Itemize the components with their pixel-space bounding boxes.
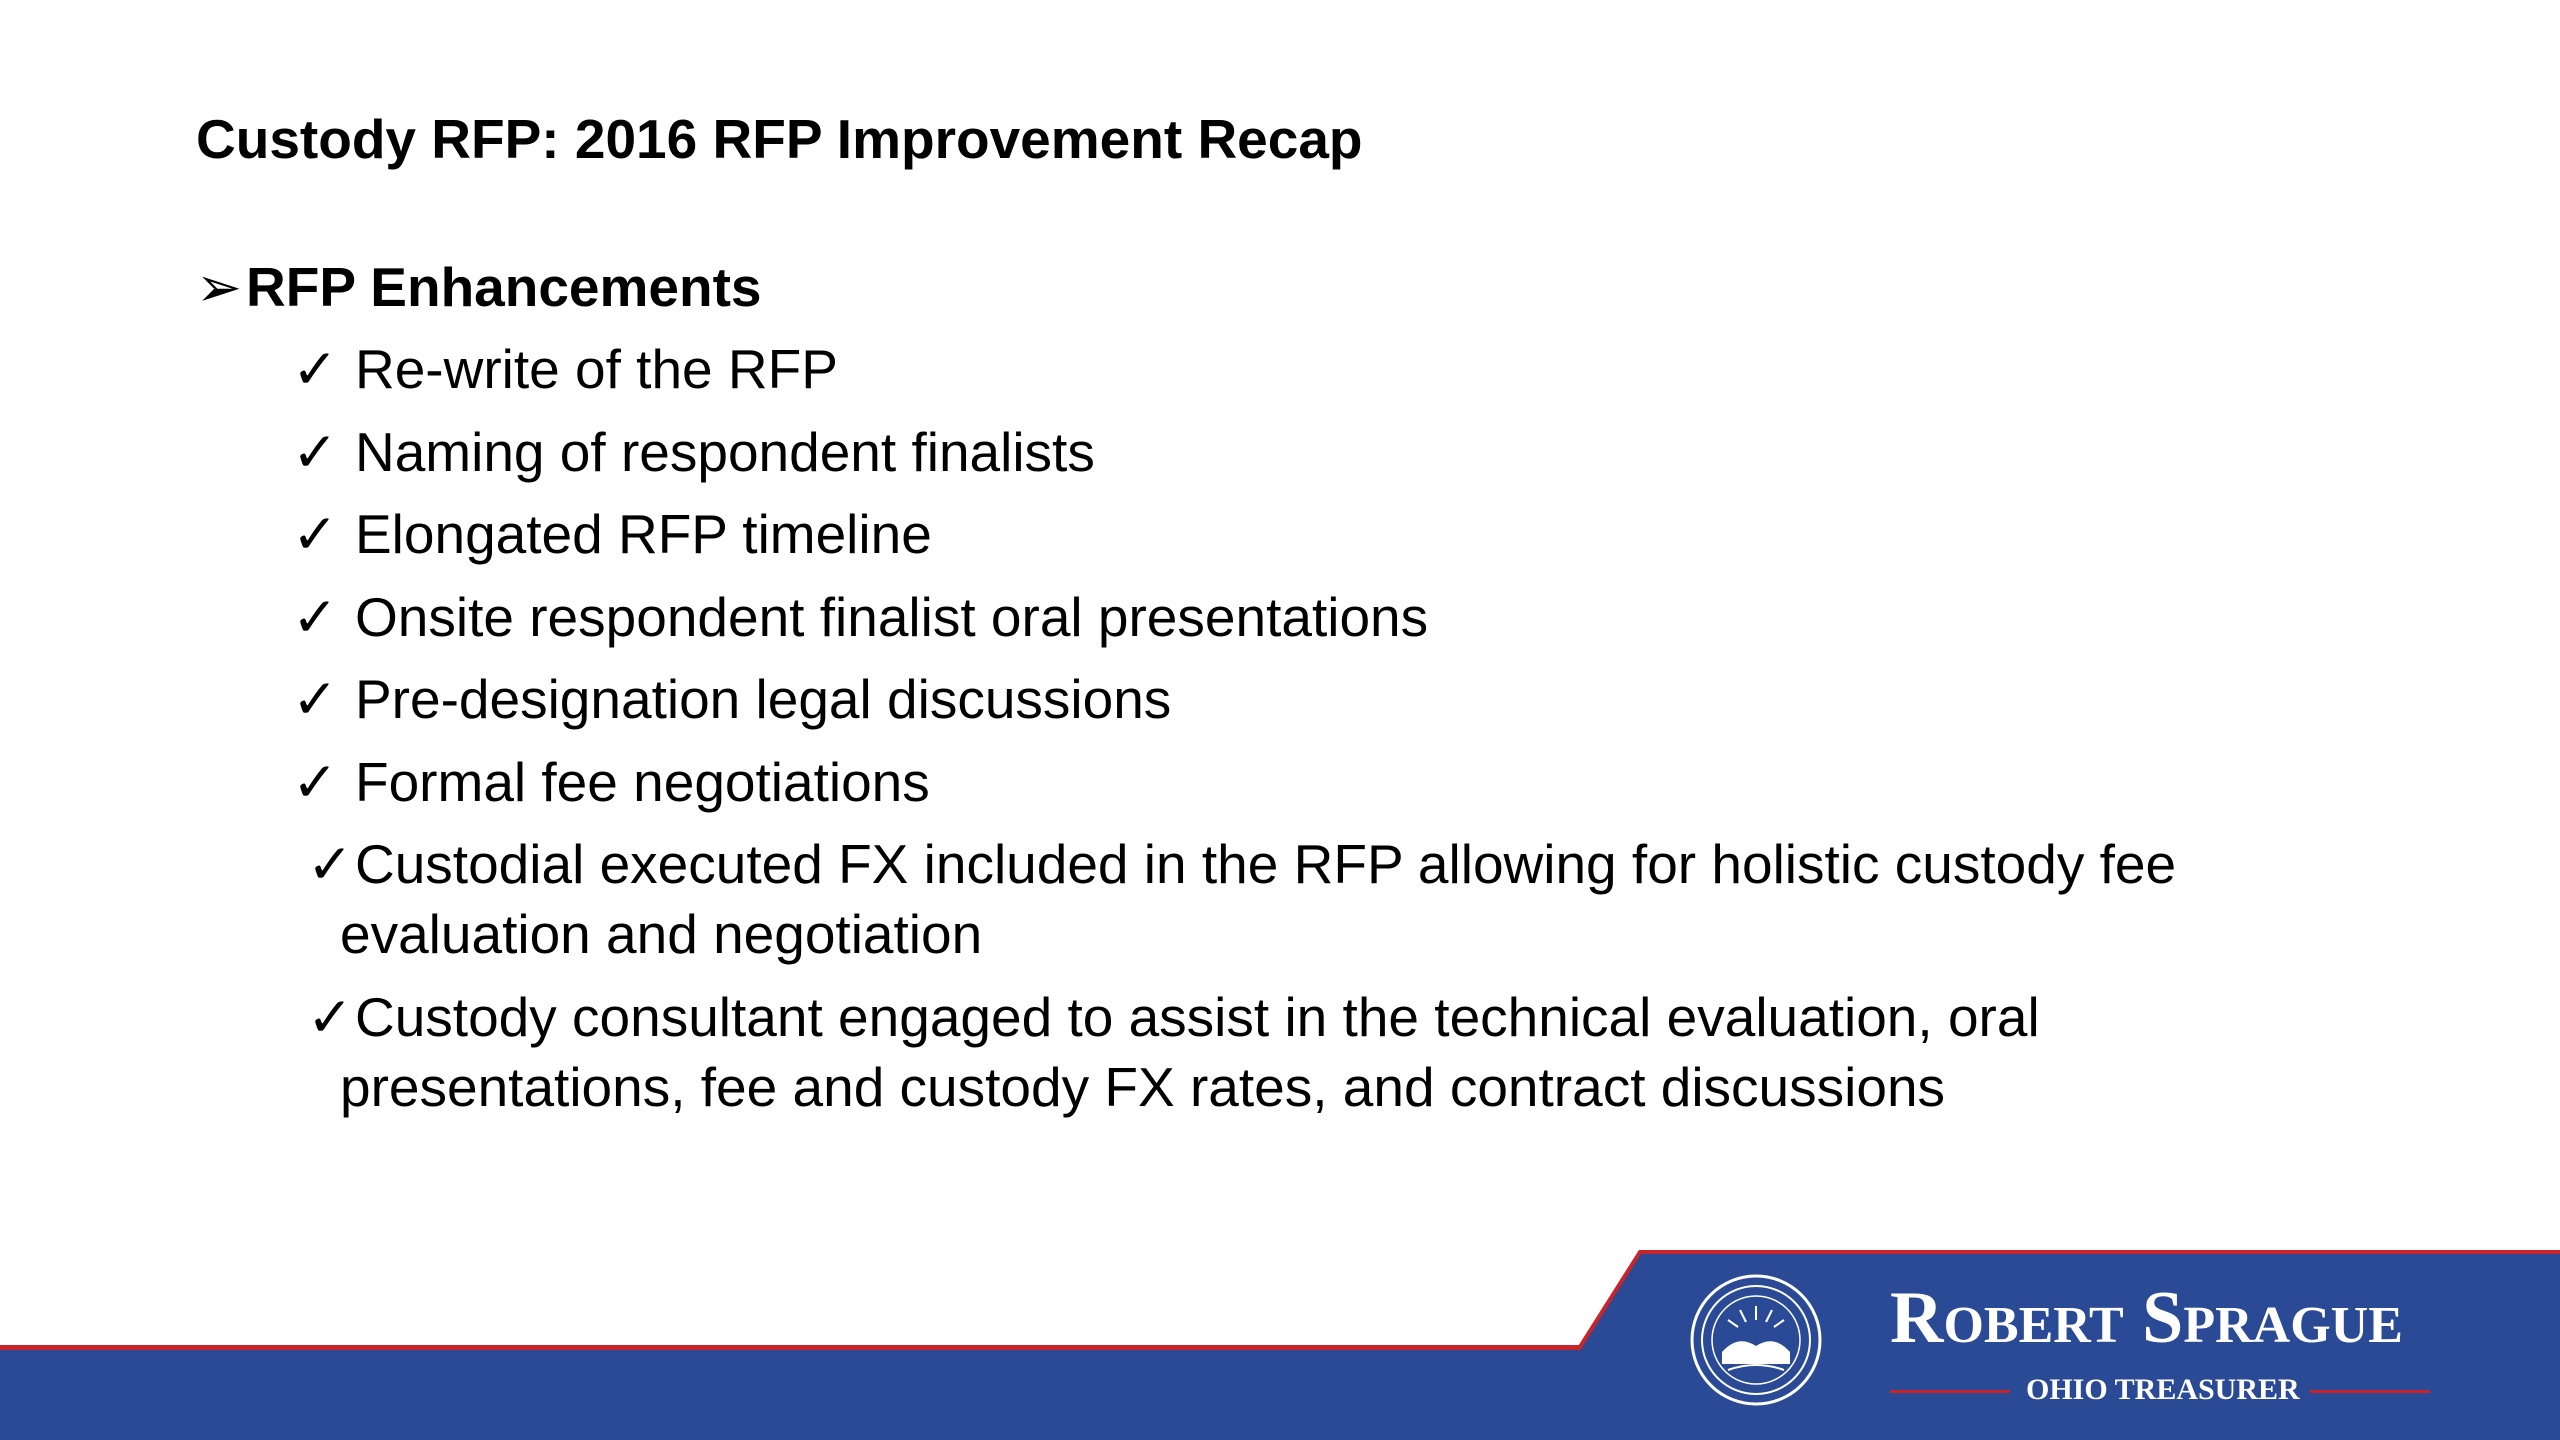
section-heading [196, 252, 762, 322]
brand-subtitle: OHIO TREASURER [2026, 1373, 2300, 1406]
brand-rule-left [1890, 1390, 2010, 1393]
brand-name: Robert Sprague [1890, 1277, 2403, 1359]
list-item-text: Pre-designation legal discussions [355, 668, 1172, 730]
list-item: ✓Custody consultant engaged to assist in the technical evaluation, oral presentations, fee and custody FX rates, and contract discussions [307, 985, 2040, 1118]
checkmark-icon: ✓ [292, 420, 339, 483]
list-item-text: Re-write of the RFP [355, 338, 838, 400]
arrow-bullet-icon: ➢ [196, 256, 243, 318]
list-item-text: Custodial executed FX included in the RFP allowing for holistic custody fee evaluation and negotiation [340, 833, 2177, 965]
checkmark-icon: ✓ [292, 503, 339, 565]
checkmark-icon: ✓ [292, 668, 339, 730]
enhancements-list [292, 334, 2292, 1134]
list-item [292, 499, 2292, 569]
checkmark-icon: ✓ [292, 585, 339, 648]
section-heading-label: RFP Enhancements [246, 256, 762, 318]
ohio-seal-icon [1688, 1272, 1824, 1408]
list-item [292, 664, 2292, 734]
list-item-text: Elongated RFP timeline [355, 503, 932, 565]
list-item-text: Naming of respondent finalists [355, 420, 1095, 483]
list-item [292, 582, 2292, 652]
brand-rule-right [2310, 1390, 2430, 1393]
list-item: ✓Custodial executed FX included in the RFP allowing for holistic custody fee evaluation and negotiation [307, 833, 2177, 965]
list-item-text: Onsite respondent finalist oral presentations [355, 585, 1429, 648]
list-item [292, 334, 2292, 404]
slide-title: Custody RFP: 2016 RFP Improvement Recap [196, 108, 1363, 170]
list-item-text: Formal fee negotiations [355, 750, 930, 813]
checkmark-icon: ✓ [292, 750, 339, 813]
list-item-text: Custody consultant engaged to assist in the technical evaluation, oral presentations, fee and custody FX rates, and contract discussions [340, 985, 2040, 1118]
list-item [292, 747, 2292, 817]
checkmark-icon: ✓ [292, 338, 339, 400]
list-item [292, 417, 2292, 487]
